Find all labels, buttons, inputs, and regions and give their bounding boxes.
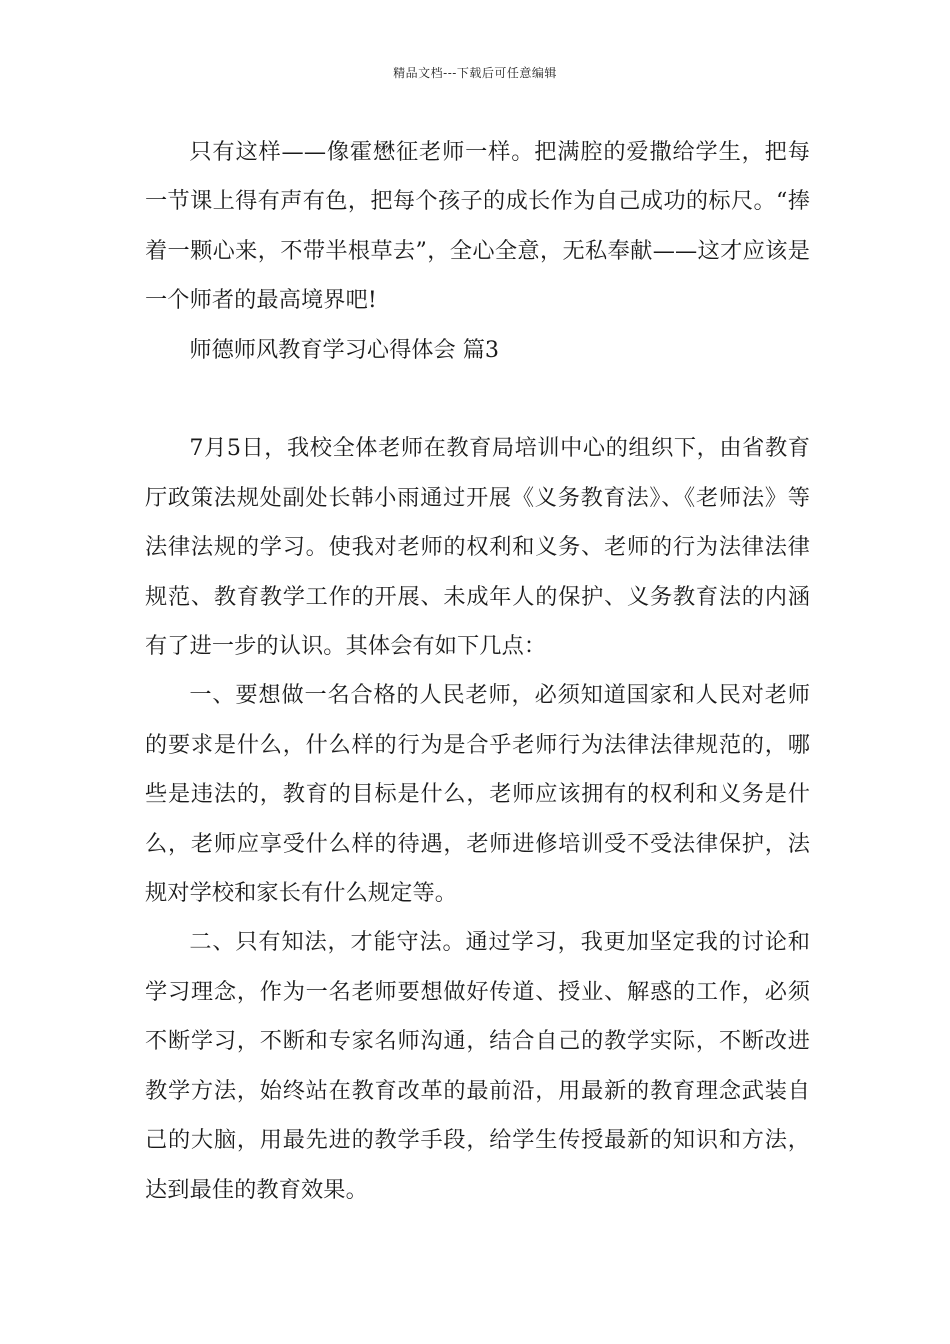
paragraph-3: 一、要想做一名合格的人民老师，必须知道国家和人民对老师的要求是什么，什么样的行为是合乎老师行为法律法律规范的，哪些是违法的，教育的目标是什么，老师应该拥有的权利和义务是什么，老师应享受什么样的待遇，老师进修培训受不受法律保护，法规对学校和家长有什么规定等。 <box>145 682 810 907</box>
paragraph-2: 7月5日，我校全体老师在教育局培训中心的组织下，由省教育厅政策法规处副处长韩小雨通过开展《义务教育法》、《老师法》等法律法规的学习。使我对老师的权利和义务、老师的行为法律法律规范、教育教学工作的开展、未成年人的保护、义务教育法的内涵有了进一步的认识。其体会有如下几点： <box>145 435 810 660</box>
section-heading: 师德师风教育学习心得体会 篇3 <box>189 336 499 363</box>
page-header: 精品文档---下载后可任意编辑 <box>393 66 557 80</box>
document-body <box>145 128 810 1215</box>
paragraph-4: 二、只有知法，才能守法。通过学习，我更加坚定我的讨论和学习理念，作为一名老师要想做好传道、授业、解惑的工作，必须不断学习，不断和专家名师沟通，结合自己的教学实际，不断改进教学方法，始终站在教育改革的最前沿，用最新的教育理念武装自己的大脑，用最先进的教学手段，给学生传授最新的知识和方法，达到最佳的教育效果。 <box>145 929 810 1203</box>
paragraph-1: 只有这样——像霍懋征老师一样。把满腔的爱撒给学生，把每一节课上得有声有色，把每个孩子的成长作为自己成功的标尺。“捧着一颗心来，不带半根草去”，全心全意，无私奉献——这才应该是一个师者的最高境界吧! <box>145 139 810 314</box>
blank-line <box>145 375 810 424</box>
